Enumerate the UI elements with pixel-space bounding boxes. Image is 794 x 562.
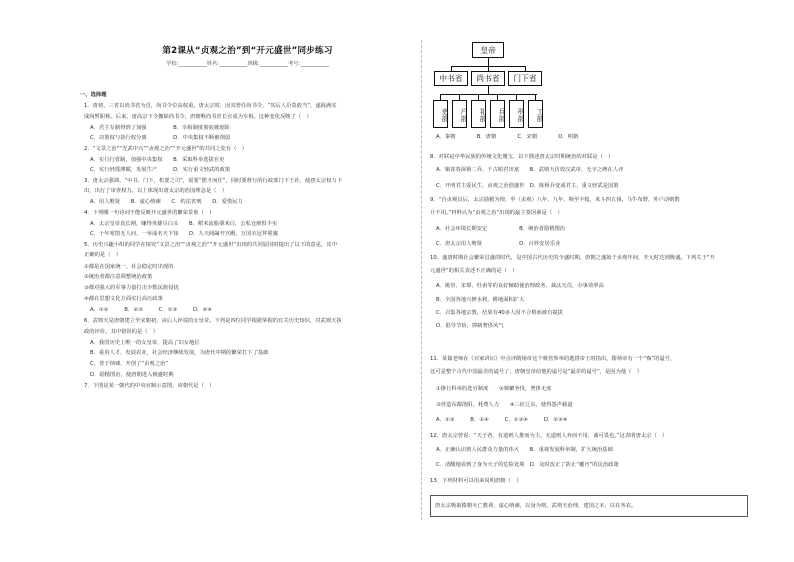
question-text-line: C．开明君主爱民生，贞观之治创盛世 D．陈桥兵变成君主，重文轻武是国策 — [436, 183, 619, 189]
section-heading: 一、选择题 — [80, 92, 107, 98]
question-text-line: B．重用人才，发展农业，社会经济继续发展，为唐代中期的繁荣打下了基础 — [90, 350, 269, 356]
question-text-line: 3．唐太宗强调，“中书、门下，机要之司”，需要“摆才而任”，同时要督行的行政部门下王社，使唐太宗权力下 — [84, 178, 343, 184]
question-text-line: 10．盛唐时期社会繁荣昌盛的时代，是中国古代历史的全盛时期，唐朝之盛始于贞观年间，开元时达到极盛。下列关于“开 — [430, 255, 715, 261]
question-text-line: C．善于纳谏，开创了“贞观之治” — [90, 361, 169, 367]
question-text-line: 8．对联是中华民族的传统文化瑰宝，以下描述唐太宗时期统治的对联是（ ） — [430, 154, 614, 160]
question-text-line: C．清醒地看到了身为天子的危险处境 D．及时改正了防止“覆舟”的民治政策 — [436, 462, 619, 468]
chart-connector — [488, 86, 489, 94]
chart-middle-node: 门下省 — [508, 71, 542, 86]
question-text-line: ①都是在国家统一、社会稳定时出现的 — [84, 264, 174, 270]
question-text-line: 正确的是（ ） — [84, 252, 122, 258]
question-text-line: A．君主专制得到了加强 B．宰相制度彻底被废除 — [90, 125, 230, 131]
question-text-line: ③营造东都洛阳，耗费人力 ④三征辽东，使得怨声载道 — [436, 402, 573, 408]
question-text-line: D．倡导节俭，抑制奢侈风气 — [436, 323, 504, 329]
question-text-line: D．励精图治，使唐朝进入极盛时期 — [90, 372, 174, 378]
question-text-line: A．姚崇、宋璟、杜甫等的良好辅助使治理政务，裁汰冗员，办事效率高 — [436, 283, 604, 289]
question-text-line: C．决策权与执行权分离 D．中央集权不断被削弱 — [90, 135, 231, 141]
question-text-line: C．十年寒窗无人问，一举成名天下知 D．九天阊阖开宫殿，万国衣冠拜冕旒 — [90, 231, 278, 237]
question-text-line: A．①③ B．②④ C．①③④ D．②③④ — [436, 417, 568, 423]
question-text-line: A．社会环境长期安定 B．统治者励精图治 — [436, 226, 566, 232]
question-text-line: 政的评价。其中错误的是（ ） — [84, 329, 159, 335]
chart-bottom-node: 刑部 — [509, 100, 524, 128]
chart-middle-node: 尚书省 — [471, 71, 505, 86]
question-text-line: A．铜雀春深锁二乔，千古昭君出塞 B．武则天仿效汉武帝，无字之碑在人评 — [436, 167, 624, 173]
question-text-line: A．我国历史上唯一的女皇帝，提高了妇女地位 — [90, 340, 200, 346]
chart-middle-node: 中书省 — [434, 71, 468, 86]
chart-connector — [440, 94, 537, 95]
question-text-line: ④都在思想文化方面实行高压政策 — [84, 296, 163, 302]
question-text-line: 月不闭。”材料认为“贞观之治”出现的最主要因素是（ ） — [430, 210, 563, 216]
question-text-line: C．实行轻徭薄赋，发展生产 D．实行重文轻武的政策 — [90, 167, 231, 173]
chart-bottom-node: 工部 — [528, 100, 543, 128]
chart-bottom-node: 兵部 — [490, 100, 505, 128]
question-text-line: 12．唐太宗曾说：“天子者，有道则人推而为主，无道则人弃而不用，诚可畏也。”这表明唐太宗（ ） — [430, 433, 668, 439]
column-divider — [421, 40, 422, 520]
question-text-line: 4．下列哪一句诗词不能反映开元盛世的繁荣景象（ ） — [84, 210, 215, 216]
question-text-line: ②统治者都注意调整统治政策 — [84, 274, 153, 280]
question-text-line: 元盛世”的相关表述不正确的是（ ） — [430, 268, 518, 274]
chart-bottom-node: 户部 — [452, 100, 467, 128]
question-text-line: A．正确认识到人民群众力量的伟大 B．重视发展科举制，扩大统治基础 — [436, 447, 613, 453]
question-text-line: A．用人唯贤 B．虚心纳谏 C．约法省刑 D．爱惜民力 — [90, 199, 243, 205]
question-text-line: ①推行科举的选官制度 ②频繁争伐，奢侈无度 — [436, 386, 552, 392]
question-text-line: ③都对强大的军事力量打击少数民族侵扰 — [84, 285, 179, 291]
chart-bottom-node: 礼部 — [471, 100, 486, 128]
chart-top-node: 皇帝 — [472, 42, 504, 58]
chart-bottom-node: 吏部 — [433, 100, 448, 128]
question-text-line: 11．某篇老师在《百家讲坛》中点评隋炀帝这个吸管参举的逃措帝王时指出，隋炀帝有一个“殇”的谥号， — [430, 356, 676, 362]
question-text-line: A．实行行省制，加强中央集权 B．采取科举选拔官吏 — [90, 157, 225, 163]
question-text-line: 这可是整个古代中国最差的谥号了，唐朝皇帝给他的谥号是“最差的谥号”，是因为他（ ） — [430, 369, 643, 375]
question-text-line: 7．下图是某一朝代的中央官制示意图，该朝代是（ ） — [84, 383, 215, 389]
question-text-line: A．太宗皇帝真长期，赚得英雄尽白头 B．稻米流脂粟米白，公私仓廪俱丰实 — [90, 221, 278, 227]
question-text-line: C．召集各地宗教，结果有40多人因不合格而被有提拔 — [436, 310, 563, 316]
question-text-line: 13．下列材料可以用来说明唐朝（ ） — [430, 478, 522, 484]
question-text-line: 1．唐初，三省以尚书省为首，尚书令位高权重。唐太宗时，因其曾任尚书令，“其后人臣莫敢当”，遂海满实 — [84, 103, 337, 109]
student-info-line: 学校:___________姓名:___________班级:___________考号:___________ — [166, 61, 329, 67]
question-text-line: 5．历史兴趣小组的同学在探究“文景之治”“贞观之治”“开元盛世”出现的共同原因时提出了以下的意见，其中 — [84, 242, 337, 248]
question-text-line: C．唐太宗用人唯贤 D．百姓安居乐业 — [436, 241, 561, 247]
question-text-line: A．①② B．②③ C．①③ D．②④ — [90, 307, 212, 313]
question-text-line: 成尚暂职称。后来，唐高宗下令撤除尚书令，唐朝唯尚书省长官成为宰相。这种变化反映了（ ） — [84, 114, 312, 120]
question-text-line: 2．“文景之治”“光武中兴”“贞观之治”“开元盛世”的共同之处有（ ） — [84, 146, 248, 152]
chart-connector — [488, 58, 489, 66]
question-text-line: B．全国各地兴修水利，耕地面积扩大 — [436, 297, 525, 303]
quote-text: 唐太宗吸取隋朝灭亡教训，虚心纳谏，以身为则，武则天治理，建国之本，以在务农。 — [435, 503, 637, 509]
question-text-line: 出，出行了审查权力。以上体现出唐太宗的治国理念是（ ） — [84, 188, 228, 194]
question-text-line: 9．“自贞观以后，太宗励精为理，至（贞观）八年、九年，频至丰稔，米斗四五钱，马牛布野，外户动则数 — [430, 197, 680, 203]
question-text-line: 6．武则天是唐朝建立至宋朝初，由后人评说的女皇帝。下列是四位同学根据掌握的有关历史知识，对武则天执 — [84, 318, 342, 324]
page-title: 第2课从“贞观之治”到“开元盛世”同步练习 — [162, 46, 333, 56]
quote-box — [430, 495, 748, 517]
question-text-line: A．秦朝 B．唐朝 C．宋朝 D．明朝 — [436, 134, 579, 140]
